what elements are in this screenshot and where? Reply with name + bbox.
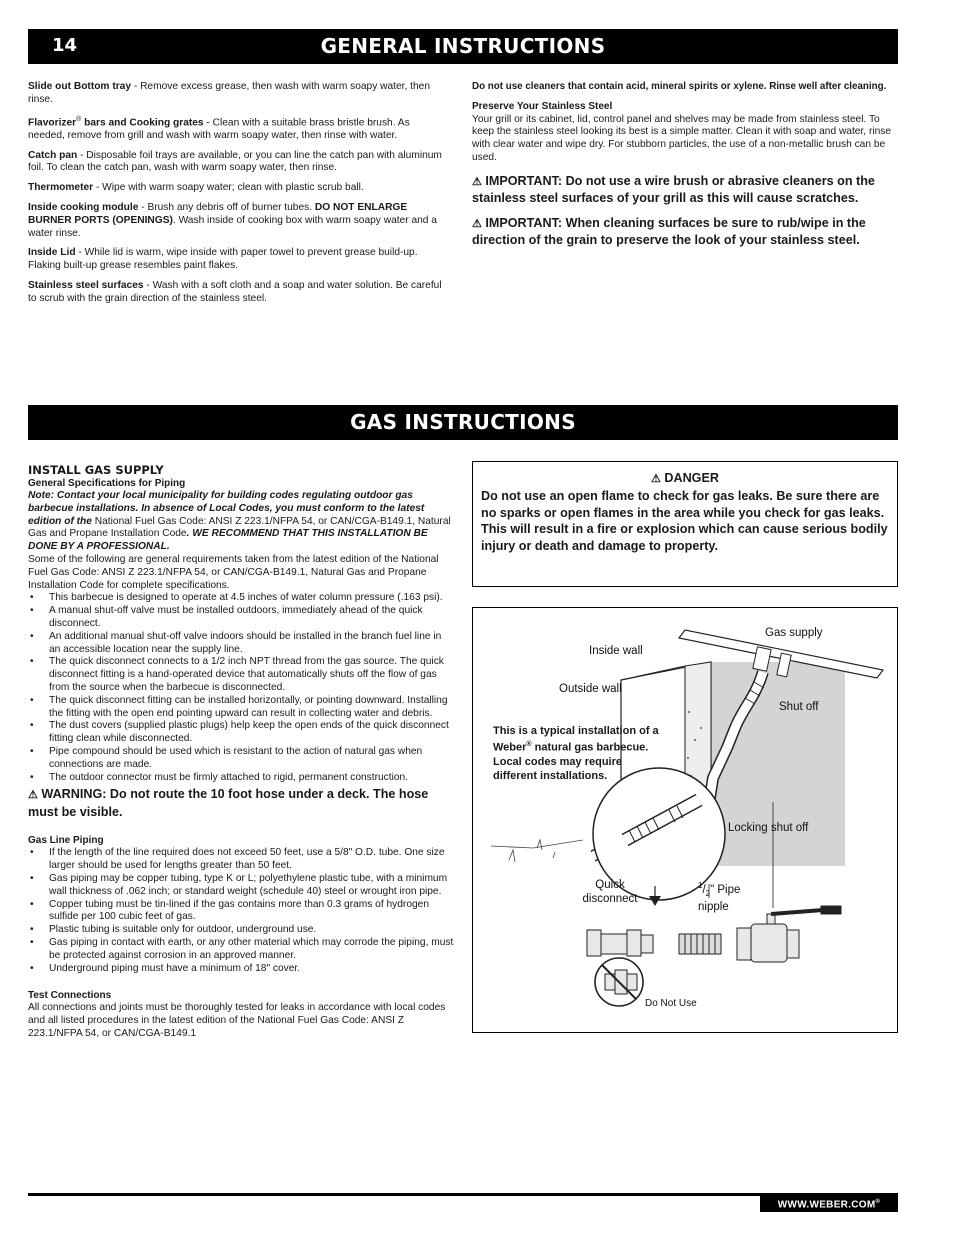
- warning-icon: ⚠: [651, 473, 661, 485]
- care-item: Stainless steel surfaces - Wash with a soft cloth and a soap and water solution. Be careful to scrub with the grain direction of the stainless steel.: [28, 279, 442, 304]
- list-item: • The outdoor connector must be firmly attached to rigid, permanent construction.: [28, 772, 454, 785]
- list-item: • If the length of the line required does not exceed 50 feet, use a 5/8" O.D. tube. One size larger should be used for lengths greater than 50 feet.: [28, 847, 454, 873]
- page-number: 14: [52, 35, 78, 56]
- do-not-use-fitting: [595, 958, 643, 1006]
- list-item: • Gas piping may be copper tubing, type K or L; polyethylene plastic tube, with a minimum wall thickness of .062 inch; or standard weight (schedule 40) steel or wrought iron pipe.: [28, 873, 454, 899]
- quick-disconnect-fitting: [587, 930, 653, 956]
- label-gas-supply: Gas supply: [765, 627, 823, 639]
- gas-left-column: [28, 463, 454, 1041]
- list-item: • The quick disconnect connects to a 1/2 inch NPT thread from the gas source. The quick disconnect fitting is a hand-operated device that automatically shuts off the flow of gas from the source when the barbecue is disconnected.: [28, 656, 454, 694]
- label-quick-disconnect: Quick disconnect: [582, 879, 638, 905]
- test-connections-title: Test Connections: [28, 990, 112, 1002]
- general-instructions-header: [28, 29, 898, 64]
- list-item: • Copper tubing must be tin-lined if the gas contains more than 0.3 grams of hydrogen sulfide per 100 cubic feet of gas.: [28, 899, 454, 925]
- cleaners-warning: Do not use cleaners that contain acid, mineral spirits or xylene. Rinse well after cleaning.: [472, 81, 887, 92]
- important-note-1: ⚠ IMPORTANT: Do not use a wire brush or abrasive cleaners on the stainless steel surfaces of your grill as this will cause scratches.: [472, 173, 875, 206]
- gas-line-bullets: [28, 847, 454, 975]
- care-item: Slide out Bottom tray - Remove excess grease, then wash with warm soapy water, then rinse.: [28, 81, 430, 105]
- care-item: Inside Lid - While lid is warm, wipe inside with paper towel to prevent grease build-up. Flaking built-up grease resembles paint flakes.: [28, 247, 418, 272]
- locking-shut-off-valve: [737, 906, 841, 962]
- label-do-not-use: Do Not Use: [645, 998, 697, 1009]
- preserve-title: Preserve Your Stainless Steel: [472, 100, 613, 112]
- danger-text: Do not use an open flame to check for gas leaks. Be sure there are no sparks or open flames in the area while you check for gas leaks. This will result in a fire or explosion which can cause serious bodily injury or death and damage to property.: [481, 488, 888, 554]
- label-shut-off: Shut off: [779, 701, 819, 713]
- list-item: • Pipe compound should be used which is resistant to the action of natural gas when connections are made.: [28, 746, 454, 772]
- footer-url[interactable]: WWW.WEBER.COM®: [760, 1193, 898, 1212]
- warning-icon: ⚠: [472, 175, 482, 188]
- warning-icon: ⚠: [28, 789, 38, 802]
- list-item: • This barbecue is designed to operate at 4.5 inches of water column pressure (.163 psi).: [28, 592, 454, 605]
- list-item: • Underground piping must have a minimum of 18" cover.: [28, 963, 454, 976]
- spec-bullets: [28, 592, 454, 784]
- list-item: • The dust covers (supplied plastic plugs) help keep the open ends of the quick disconnect fitting clean while disconnected.: [28, 720, 454, 746]
- spec-note: Note: Contact your local municipality for building codes regulating outdoor gas barbecue installations. In absence of Local Codes, you must conform to the latest edition of the National Fuel Gas Code: ANSI Z 223.1/NFPA 54, or CAN/CGA-B149.1, Natural Gas and Propane Installation Code. WE RECOMMEND THAT THIS INSTALLATION BE DONE BY A PROFESSIONAL.: [28, 490, 451, 553]
- preserve-text: Your grill or its cabinet, lid, control panel and shelves may be made from stainless steel. To keep the stainless steel looking its best is a simple matter. Clean it with soap and water, rinse with clear water and wipe dry. For stubborn particles, the use of a non-metallic brush can be used.: [472, 113, 892, 163]
- warning-icon: ⚠: [472, 217, 482, 230]
- label-locking-shut-off: Locking shut off: [728, 822, 809, 834]
- gas-instructions-title: GAS INSTRUCTIONS: [350, 410, 576, 434]
- general-instructions-title: GENERAL INSTRUCTIONS: [320, 34, 606, 58]
- care-item: Flavorizer® bars and Cooking grates - Clean with a suitable brass bristle brush. As needed, remove from grill and wash with warm soapy water, then rinse with water.: [28, 115, 410, 141]
- label-outside-wall: Outside wall: [559, 683, 622, 695]
- gas-installation-diagram: [472, 607, 898, 1033]
- care-item: Catch pan - Disposable foil trays are available, or you can line the catch pan with aluminum foil. To clean the catch pan, wash with warm soapy water, then rinse.: [28, 149, 442, 174]
- danger-box: [472, 461, 898, 587]
- general-right-column: [472, 81, 898, 257]
- general-left-column: [28, 81, 446, 313]
- pipe-nipple: [679, 934, 721, 954]
- test-connections-text: All connections and joints must be thoroughly tested for leaks in accordance with local codes and all listed procedures in the latest edition of the National Fuel Gas Code: ANSI Z 223.1/NFPA 54, or CAN/CGA-B149.1: [28, 1002, 446, 1039]
- gas-line-title: Gas Line Piping: [28, 835, 104, 847]
- care-item: Thermometer - Wipe with warm soapy water; clean with plastic scrub ball.: [28, 182, 364, 194]
- danger-heading: ⚠ DANGER: [481, 470, 889, 488]
- list-item: • A manual shut-off valve must be installed outdoors, immediately ahead of the quick disconnect.: [28, 605, 454, 631]
- spec-title: General Specifications for Piping: [28, 478, 186, 489]
- installation-illustration: [473, 608, 899, 1034]
- care-item: Inside cooking module - Brush any debris off of burner tubes. DO NOT ENLARGE BURNER PORTS (OPENINGS). Wash inside of cooking box with warm soapy water and a water rinse.: [28, 201, 437, 239]
- gas-instructions-header: [28, 405, 898, 440]
- label-inside-wall: Inside wall: [589, 645, 643, 657]
- hose-warning: ⚠ WARNING: Do not route the 10 foot hose under a deck. The hose must be visible.: [28, 787, 429, 819]
- spec-intro: Some of the following are general requirements taken from the latest edition of the National Fuel Gas Code: ANSI Z 223.1/NFPA 54, or CAN/CGA-B149.1, Natural Gas and Propane Installation Code for complete specifications.: [28, 553, 439, 591]
- installation-note: This is a typical installation of a Weber® natural gas barbecue. Local codes may require different installations.: [493, 725, 659, 782]
- important-note-2: ⚠ IMPORTANT: When cleaning surfaces be sure to rub/wipe in the direction of the grain to preserve the look of your stainless steel.: [472, 215, 866, 248]
- label-pipe-nipple: $^1/_2$" Pipe nipple: [698, 881, 741, 913]
- list-item: • Plastic tubing is suitable only for outdoor, underground use.: [28, 924, 454, 937]
- list-item: • The quick disconnect fitting can be installed horizontally, or pointing downward. Installing the fitting with the open end pointing upward can result in collecting water and debris.: [28, 695, 454, 721]
- list-item: • An additional manual shut-off valve indoors should be installed in the branch fuel line in an accessible location near the supply line.: [28, 631, 454, 657]
- install-gas-supply-title: INSTALL GAS SUPPLY: [28, 463, 164, 477]
- list-item: • Gas piping in contact with earth, or any other material which may corrode the piping, must be protected against corrosion in an approved manner.: [28, 937, 454, 963]
